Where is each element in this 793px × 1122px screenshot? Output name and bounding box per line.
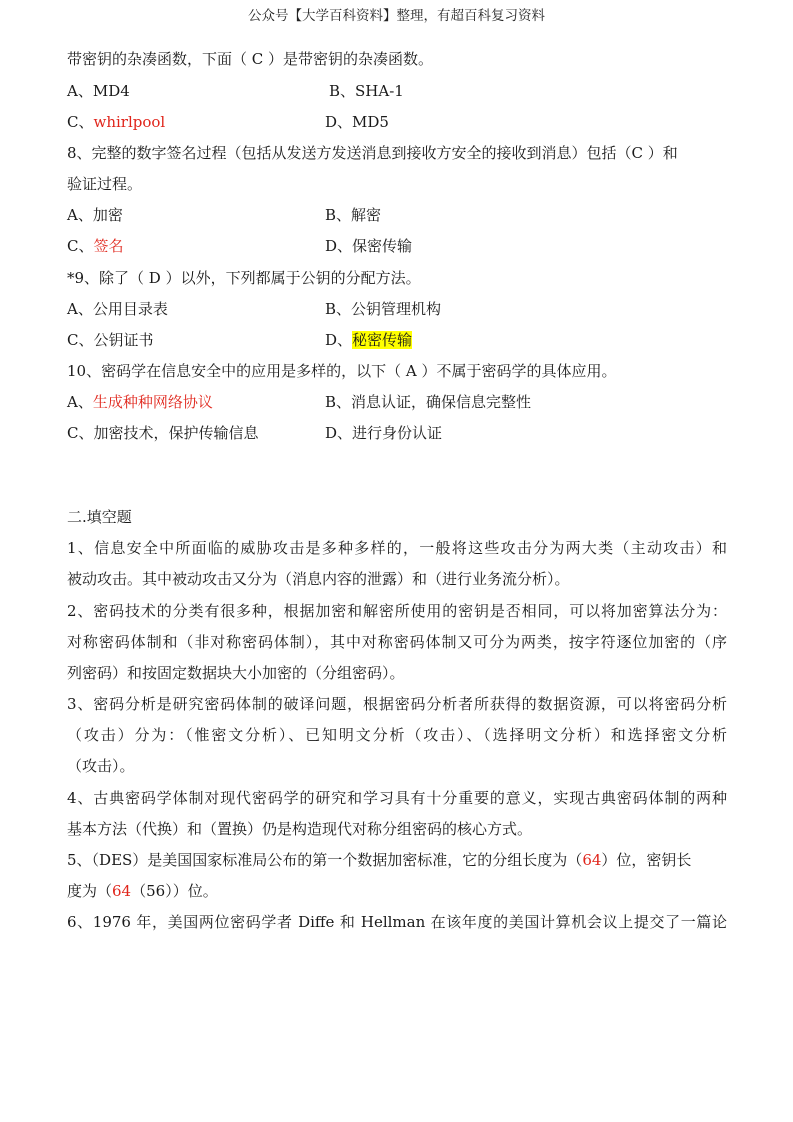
- fill5-line1: [67, 849, 691, 871]
- fill1-line2: 被动攻击。其中被动攻击又分为（消息内容的泄露）和（进行业务流分析）。: [67, 570, 570, 588]
- fill5-line2-part-a: 度为（: [67, 882, 113, 900]
- q7-option-a: A、MD4: [67, 82, 130, 100]
- q9-options-row1: [67, 298, 667, 320]
- q10-option-a-prefix: A、: [67, 393, 93, 411]
- q10-option-a: [67, 391, 213, 413]
- fill4-line2: 基本方法（代换）和（置换）仍是构造现代对称分组密码的核心方式。: [67, 820, 533, 838]
- fill2-line3: 列密码）和按固定数据块大小加密的（分组密码）。: [67, 664, 405, 682]
- q8-stem-line1: 8、完整的数字签名过程（包括从发送方发送消息到接收方安全的接收到消息）包括（C ）和: [67, 144, 678, 162]
- fill5-line2: [67, 880, 218, 902]
- q7-stem: 带密钥的杂凑函数，下面（ C ）是带密钥的杂凑函数。: [67, 50, 434, 68]
- q9-option-d: [325, 329, 412, 351]
- fill1-line1: 1、信息安全中所面临的威胁攻击是多种多样的，一般将这些攻击分为两大类（主动攻击）和: [67, 539, 727, 557]
- q9-option-d-prefix: D、: [325, 331, 353, 349]
- q10-options-row2: [67, 422, 667, 444]
- fill5-block-length: 64: [582, 851, 602, 869]
- q10-option-c: C、加密技术，保护传输信息: [67, 424, 259, 442]
- q7-option-d: D、MD5: [325, 113, 389, 131]
- fill5-line1-part-b: ）位，密钥长: [601, 851, 692, 869]
- q9-options-row2: [67, 329, 667, 351]
- q8-stem-line2: 验证过程。: [67, 175, 143, 193]
- fill2-line1: 2、密码技术的分类有很多种，根据加密和解密所使用的密钥是否相同，可以将加密算法分为：: [67, 602, 727, 620]
- q9-option-a: A、公用目录表: [67, 300, 168, 318]
- q8-option-c: [67, 235, 124, 257]
- q8-option-a: A、加密: [67, 206, 123, 224]
- fill6-line1: 6、1976 年，美国两位密码学者 Diffe 和 Hellman 在该年度的美国计算机会议上提交了一篇论: [67, 913, 727, 931]
- fill5-line1-part-a: 5、（DES）是美国国家标准局公布的第一个数据加密标准，它的分组长度为（: [67, 851, 583, 869]
- q10-answer: 生成种种网络协议: [92, 393, 213, 411]
- section2-title: 二.填空题: [67, 508, 132, 526]
- q8-option-c-prefix: C、: [67, 237, 94, 255]
- q8-option-d: D、保密传输: [325, 237, 413, 255]
- q10-options-row1: [67, 391, 667, 413]
- q9-answer-highlight: 秘密传输: [352, 331, 413, 349]
- page-header: 公众号【大学百科资料】整理，有超百科复习资料: [248, 8, 545, 24]
- q7-options-row2: [67, 111, 667, 133]
- fill3-line1: 3、密码分析是研究密码体制的破译问题，根据密码分析者所获得的数据资源，可以将密码分析: [67, 695, 727, 713]
- fill5-line2-part-b: （56））位。: [131, 882, 218, 900]
- q7-options-row1: [67, 80, 667, 102]
- fill3-line3: （攻击）。: [67, 757, 135, 775]
- q8-options-row2: [67, 235, 667, 257]
- fill2-line2: 对称密码体制和（非对称密码体制），其中对称密码体制又可分为两类，按字符逐位加密的（序: [67, 633, 727, 651]
- q9-stem: *9、除了（ D ）以外，下列都属于公钥的分配方法。: [67, 269, 421, 287]
- q9-option-c: C、公钥证书: [67, 331, 154, 349]
- q7-answer: whirlpool: [93, 113, 166, 131]
- q10-option-d: D、进行身份认证: [325, 424, 443, 442]
- q10-option-b: B、消息认证，确保信息完整性: [325, 393, 532, 411]
- q7-option-c: [67, 111, 165, 133]
- q8-option-b: B、解密: [325, 206, 382, 224]
- q8-options-row1: [67, 204, 667, 226]
- q8-answer: 签名: [93, 237, 124, 255]
- q7-option-c-prefix: C、: [67, 113, 94, 131]
- q7-option-b: B、SHA-1: [329, 82, 404, 100]
- q9-option-b: B、公钥管理机构: [325, 300, 442, 318]
- fill3-line2: （攻击）分为：（惟密文分析）、已知明文分析（攻击）、（选择明文分析）和选择密文分析: [67, 726, 727, 744]
- q10-stem: 10、密码学在信息安全中的应用是多样的，以下（ A ）不属于密码学的具体应用。: [67, 362, 617, 380]
- fill5-key-length: 64: [112, 882, 132, 900]
- fill4-line1: 4、古典密码学体制对现代密码学的研究和学习具有十分重要的意义，实现古典密码体制的两种: [67, 789, 727, 807]
